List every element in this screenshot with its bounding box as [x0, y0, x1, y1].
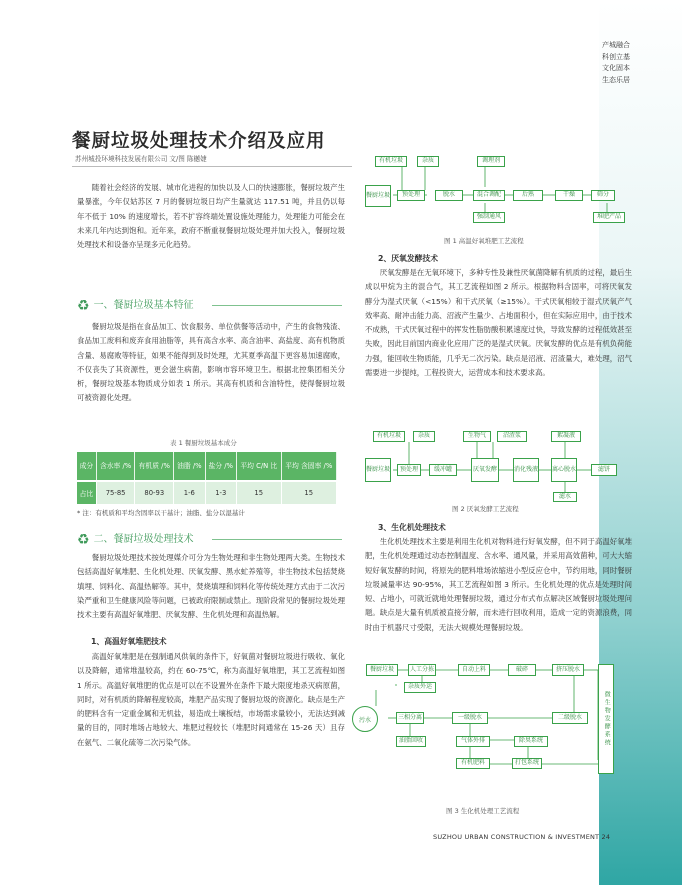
- figure-3-caption: 图 3 生化机处理工艺流程: [446, 807, 520, 815]
- flow-node: 干燥: [555, 190, 583, 201]
- flow-node: 污水: [352, 706, 378, 732]
- figure-2: [365, 430, 635, 500]
- side-tag: 科创立基: [602, 52, 630, 61]
- flow-node: 预处理: [397, 190, 425, 201]
- table-header: 平均 含固率 /%: [281, 452, 336, 481]
- table-header: 平均 C/N 比: [236, 452, 281, 481]
- flow-node: 除臭系统: [514, 736, 548, 747]
- flow-node: 三相分离: [396, 712, 424, 724]
- flow-node: 沼渣浆: [497, 431, 527, 442]
- recycle-icon: ♻: [77, 298, 90, 314]
- side-tag: 生态乐居: [602, 75, 630, 84]
- flow-node: 堆肥产品: [593, 212, 625, 223]
- table-header: 有机质 /%: [135, 452, 174, 481]
- figure-2-caption: 图 2 厌氧发酵工艺流程: [452, 505, 519, 513]
- figure-3: [352, 660, 632, 820]
- flow-node: 杂质: [417, 156, 439, 167]
- section-title: 一、餐厨垃圾基本特征: [93, 300, 194, 311]
- flow-node: 杂质: [413, 431, 435, 442]
- flow-node: 有机垃圾: [375, 156, 407, 167]
- table-cell: 75-85: [96, 481, 135, 504]
- flow-node: 絮凝液: [551, 431, 581, 442]
- flow-node: 一级脱水: [452, 712, 488, 724]
- flow-node: 厌氧发酵: [471, 458, 499, 482]
- subsection-heading: 3、生化机处理技术: [378, 523, 446, 532]
- table-cell: 15: [281, 481, 336, 504]
- subsection-2-text: 厌氧发酵是在无氧环境下，多种专性及兼性厌氧菌降解有机质的过程，最后生成以甲烷为主的混合气，其工艺流程如图 2 所示。根据物料含固率，可将厌氧发酵分为湿式厌氧（<15%）和干式厌氧（≥15%）。干式厌氧相较于湿式厌氧产气效率高、耐冲击能力高、沼液产生量少、占地面积小，但在实际应用中，由于技术不成熟，干式厌氧过程中的挥发性脂肪酸积累速度过快，导致发酵的过程低效甚至失败，因此目前国内商业化应用广泛的是湿式厌氧。厌氧发酵的优点是有机负荷能力强，能回收生物质能，几乎无二次污染。缺点是沼液、沼渣量大，难处理，沼气需要进一步提纯，工程投资大，运营成本和技术要求高。: [365, 268, 632, 378]
- subsection-1-text: 高温好氧堆肥是在强制通风供氧的条件下，好氧菌对餐厨垃圾进行吸收、氧化以及降解，通常堆温较高，约在 60-75℃，称为高温好氧堆肥，其工艺流程如图 1 所示。高温好氧堆肥的优点是可以在不设置外在条件下最大限度地杀灭病原菌，同时，对有机质的降解程度较高，堆肥产品实现了餐厨垃圾的资源化。缺点是生产的肥料含有一定重金属和无机盐，易造成土壤板结，市场需求量较小，无法达到减量的目的，同时堆场占地较大、堆肥过程较长（堆肥时间通常在 15-26 天）且存在氨气、二氧化硫等二次污染气体。: [77, 652, 345, 747]
- figure-1-caption: 图 1 高温好氧堆肥工艺流程: [444, 237, 524, 245]
- table-note: * 注：有机质和平均含固率以干基计；油脂、盐分以湿基计: [77, 509, 245, 517]
- flow-node: 人工分拣: [408, 664, 436, 676]
- flow-node: 后熟: [513, 190, 543, 201]
- flow-node: 混合调配: [473, 190, 505, 201]
- flow-node: 脱水: [435, 190, 463, 201]
- flow-node: 餐厨垃圾: [366, 664, 398, 676]
- flow-node: 打包系统: [512, 758, 542, 769]
- table-header: 油脂 /%: [174, 452, 205, 481]
- table-cell: 80-93: [135, 481, 174, 504]
- section-title: 二、餐厨垃圾处理技术: [93, 534, 194, 545]
- flow-node: 筛分: [591, 190, 615, 201]
- flow-node: 气体外排: [456, 736, 490, 747]
- section-rule: [212, 305, 342, 306]
- table-caption: 表 1 餐厨垃圾基本成分: [170, 439, 237, 447]
- flow-node: 餐厨垃圾: [365, 185, 391, 207]
- flow-node: 二级脱水: [552, 712, 588, 724]
- table-cell: 1-6: [174, 481, 205, 504]
- flow-node: 微生物发酵系统: [598, 664, 614, 774]
- side-tag: 产城融合: [602, 41, 630, 49]
- flow-node: 餐厨垃圾: [365, 458, 391, 482]
- side-tags: [602, 40, 672, 86]
- section-1-text: 餐厨垃圾是指在食品加工、饮食服务、单位供餐等活动中，产生的食物残渣、食品加工废料和废弃食用油脂等，具有高含水率、高含油率、高盐度、高有机物质含量、易腐败等特征，如果不能得到及时处理，尤其夏季高温下更容易加速腐败，不仅丧失了其资源性，更会滋生病菌，影响市容环境卫生。根据北控集团相关分析，餐厨垃圾基本物质成分如表 1 所示。其高有机质和含油特性，使得餐厨垃圾可被资源化处理。: [77, 322, 345, 403]
- flow-node: 调理剂: [477, 156, 505, 167]
- byline: 苏州城投环境科技发展有限公司 文/图 陈樾婕: [75, 155, 207, 163]
- flow-node: 滤饼: [591, 464, 617, 476]
- flow-node: 挤压脱水: [552, 664, 584, 676]
- table-row: [77, 481, 337, 504]
- flow-node: 杂质外运: [404, 682, 436, 693]
- title-divider: [72, 166, 352, 167]
- page-footer: SUZHOU URBAN CONSTRUCTION & INVESTMENT 24: [433, 833, 611, 841]
- side-tag: 文化固本: [602, 64, 630, 72]
- table-header-row: [77, 452, 337, 481]
- section-heading-1: [77, 296, 194, 314]
- composition-table: [77, 452, 337, 504]
- flow-node: 消化残液: [513, 458, 539, 482]
- section-rule: [212, 539, 342, 540]
- table-cell: 1-3: [205, 481, 236, 504]
- figure-3-connectors: [352, 660, 632, 820]
- flow-node: 离心脱水: [551, 458, 577, 482]
- section-2-text: 餐厨垃圾处理技术按处理媒介可分为生物处理和非生物处理两大类。生物技术包括高温好氧堆肥、生化机处理、厌氧发酵、黑水虻养殖等，非生物技术包括焚烧填埋、饲料化、高温热解等。其中，焚烧填埋和饲料化等传统处理方式由于二次污染严重和卫生健康风险等问题，已被政府限制或禁止。现阶段常见的餐厨垃圾处理技术主要有高温好氧堆肥、厌氧发酵、生化机处理和高温热解。: [77, 553, 345, 620]
- table-header: 成分: [77, 452, 96, 481]
- flow-node: 缓冲罐: [429, 464, 457, 476]
- flow-node: 破碎: [508, 664, 536, 676]
- subsection-3-text: 生化机处理技术主要是利用生化机对物料进行好氧发酵，但不同于高温好氧堆肥，生化机处理通过动态控制温度、含水率、通风量，并采用高效菌种，可大大缩短好氧发酵的时间，将原先的肥料堆场浓缩进小型反应仓中，节约用地，同时餐厨垃圾减量率达 90-95%，其工艺流程如图 3 所示。生化机处理的优点是处理时间短、占地小，可就近就地处理餐厨垃圾，通过分布式布点解决区域餐厨垃圾处理问题。缺点是大量有机质被直接分解，而未进行回收利用，造成一定的资源浪费，同时由于机器尺寸受限，无法大规模处理餐厨垃圾。: [365, 537, 632, 632]
- flow-node: 强制通风: [473, 212, 505, 223]
- flow-node: 油脂回收: [396, 736, 426, 747]
- recycle-icon: ♻: [77, 532, 90, 548]
- flow-node: 有机肥料: [456, 758, 490, 769]
- table-header: 盐分 /%: [205, 452, 236, 481]
- table-header: 含水率 /%: [96, 452, 135, 481]
- table-cell: 占比: [77, 481, 96, 504]
- flow-node: 有机垃圾: [373, 431, 405, 442]
- flow-node: 自动上料: [458, 664, 490, 676]
- table-cell: 15: [236, 481, 281, 504]
- figure-1: [365, 150, 645, 232]
- section-heading-2: [77, 530, 194, 548]
- intro-paragraph: 随着社会经济的发展、城市化进程的加快以及人口的快速膨胀，餐厨垃圾产生量暴涨，今年仅姑苏区 7 月的餐厨垃圾日均产生量就达 117.51 吨，并且仍以每年不低于 10% 的速度增长，若不扩容终端处置设施处理能力，处理能力可能会在未来几年内达到饱和。近年来，政府不断重视餐厨垃圾处理并加大投入，餐厨垃圾处理技术和设备亦呈现多元化趋势。: [77, 183, 345, 250]
- subsection-heading: 2、厌氧发酵技术: [378, 254, 439, 263]
- flow-node: 预处理: [397, 464, 421, 476]
- subsection-heading: 1、高温好氧堆肥技术: [91, 637, 167, 646]
- article-title: 餐厨垃圾处理技术介绍及应用: [72, 131, 326, 152]
- flow-node: 生物气: [463, 431, 491, 442]
- flow-node: 滤水: [553, 492, 577, 502]
